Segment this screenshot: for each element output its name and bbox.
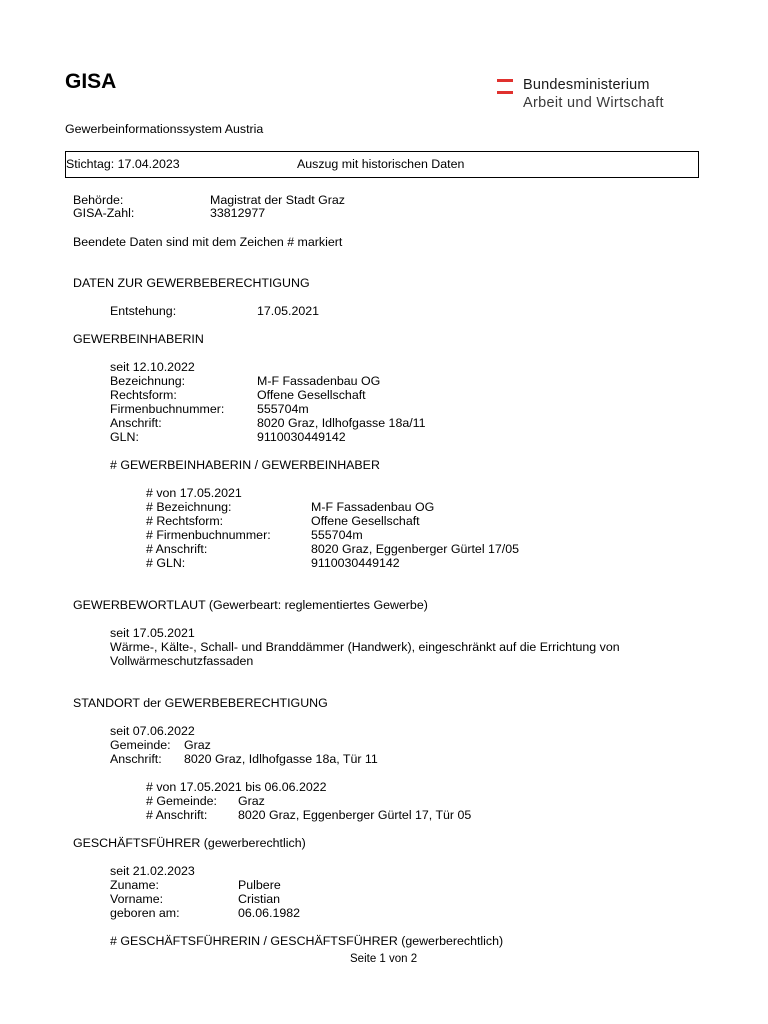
system-subtitle: Gewerbeinformationssystem Austria: [65, 122, 264, 136]
standort-hist-von: # von 17.05.2021 bis 06.06.2022: [146, 780, 327, 794]
gf-seit: seit 21.02.2023: [110, 864, 195, 878]
field-label: Bezeichnung:: [110, 374, 186, 388]
field-value: 555704m: [311, 528, 363, 542]
behoerde-value: Magistrat der Stadt Graz: [210, 193, 345, 207]
field-value: 8020 Graz, Eggenberger Gürtel 17, Tür 05: [238, 808, 472, 822]
section-heading-geschaeftsfuehrer: GESCHÄFTSFÜHRER (gewerberechtlich): [73, 836, 306, 850]
field-value: Pulbere: [238, 878, 281, 892]
field-value: Graz: [238, 794, 265, 808]
flag-stripe-bottom: [497, 91, 513, 94]
field-value: 555704m: [257, 402, 309, 416]
page-number: Seite 1 von 2: [350, 953, 418, 965]
section-heading-berechtigung: DATEN ZUR GEWERBEBERECHTIGUNG: [73, 276, 310, 290]
wortlaut-text-line2: Vollwärmeschutzfassaden: [110, 654, 254, 668]
field-label: # GLN:: [146, 556, 186, 570]
field-label: # Rechtsform:: [146, 514, 224, 528]
inhaberin-hist-von: # von 17.05.2021: [146, 486, 242, 500]
page-title: GISA: [65, 70, 117, 93]
field-label: # Firmenbuchnummer:: [146, 528, 271, 542]
inhaberin-seit: seit 12.10.2022: [110, 360, 195, 374]
flag-stripe-top: [497, 79, 513, 82]
entstehung-label: Entstehung:: [110, 304, 177, 318]
beendet-note: Beendete Daten sind mit dem Zeichen # markiert: [73, 235, 343, 249]
field-value: M-F Fassadenbau OG: [311, 500, 435, 514]
gisa-zahl-label: GISA-Zahl:: [73, 206, 135, 220]
stichtag-date: Stichtag: 17.04.2023: [66, 157, 180, 171]
field-value: 8020 Graz, Idlhofgasse 18a/11: [257, 416, 426, 430]
section-heading-gf-hist: # GESCHÄFTSFÜHRERIN / GESCHÄFTSFÜHRER (gewerberechtlich): [110, 934, 504, 948]
section-heading-inhaberin: GEWERBEINHABERIN: [73, 332, 204, 346]
field-label: Anschrift:: [110, 416, 162, 430]
auszug-type: Auszug mit historischen Daten: [297, 157, 465, 171]
field-label: Anschrift:: [110, 752, 162, 766]
field-label: # Anschrift:: [146, 808, 208, 822]
entstehung-value: 17.05.2021: [257, 304, 320, 318]
field-label: Vorname:: [110, 892, 164, 906]
field-value: Cristian: [238, 892, 280, 906]
field-value: 8020 Graz, Eggenberger Gürtel 17/05: [311, 542, 520, 556]
field-label: Gemeinde:: [110, 738, 171, 752]
field-value: Graz: [184, 738, 211, 752]
field-label: GLN:: [110, 430, 139, 444]
field-label: geboren am:: [110, 906, 180, 920]
section-heading-wortlaut: GEWERBEWORTLAUT (Gewerbeart: reglementiertes Gewerbe): [73, 598, 428, 612]
standort-seit: seit 07.06.2022: [110, 724, 195, 738]
ministry-department: Arbeit und Wirtschaft: [523, 95, 664, 111]
flag-stripe-middle: [497, 86, 513, 89]
field-label: # Bezeichnung:: [146, 500, 232, 514]
field-label: # Anschrift:: [146, 542, 208, 556]
section-heading-inhaberin-hist: # GEWERBEINHABERIN / GEWERBEINHABER: [110, 458, 380, 472]
wortlaut-text-line1: Wärme-, Kälte-, Schall- und Branddämmer (Handwerk), eingeschränkt auf die Errichtung von: [110, 640, 620, 654]
wortlaut-seit: seit 17.05.2021: [110, 626, 195, 640]
ministry-name: Bundesministerium: [523, 77, 650, 93]
field-value: 06.06.1982: [238, 906, 301, 920]
field-value: 9110030449142: [257, 430, 346, 444]
field-value: 9110030449142: [311, 556, 400, 570]
gisa-zahl-value: 33812977: [210, 206, 266, 220]
field-label: Rechtsform:: [110, 388, 177, 402]
section-heading-standort: STANDORT der GEWERBEBERECHTIGUNG: [73, 696, 328, 710]
field-value: M-F Fassadenbau OG: [257, 374, 381, 388]
field-value: Offene Gesellschaft: [311, 514, 420, 528]
field-label: # Gemeinde:: [146, 794, 217, 808]
field-value: Offene Gesellschaft: [257, 388, 366, 402]
behoerde-label: Behörde:: [73, 193, 124, 207]
field-label: Firmenbuchnummer:: [110, 402, 225, 416]
field-label: Zuname:: [110, 878, 159, 892]
field-value: 8020 Graz, Idlhofgasse 18a, Tür 11: [184, 752, 378, 766]
